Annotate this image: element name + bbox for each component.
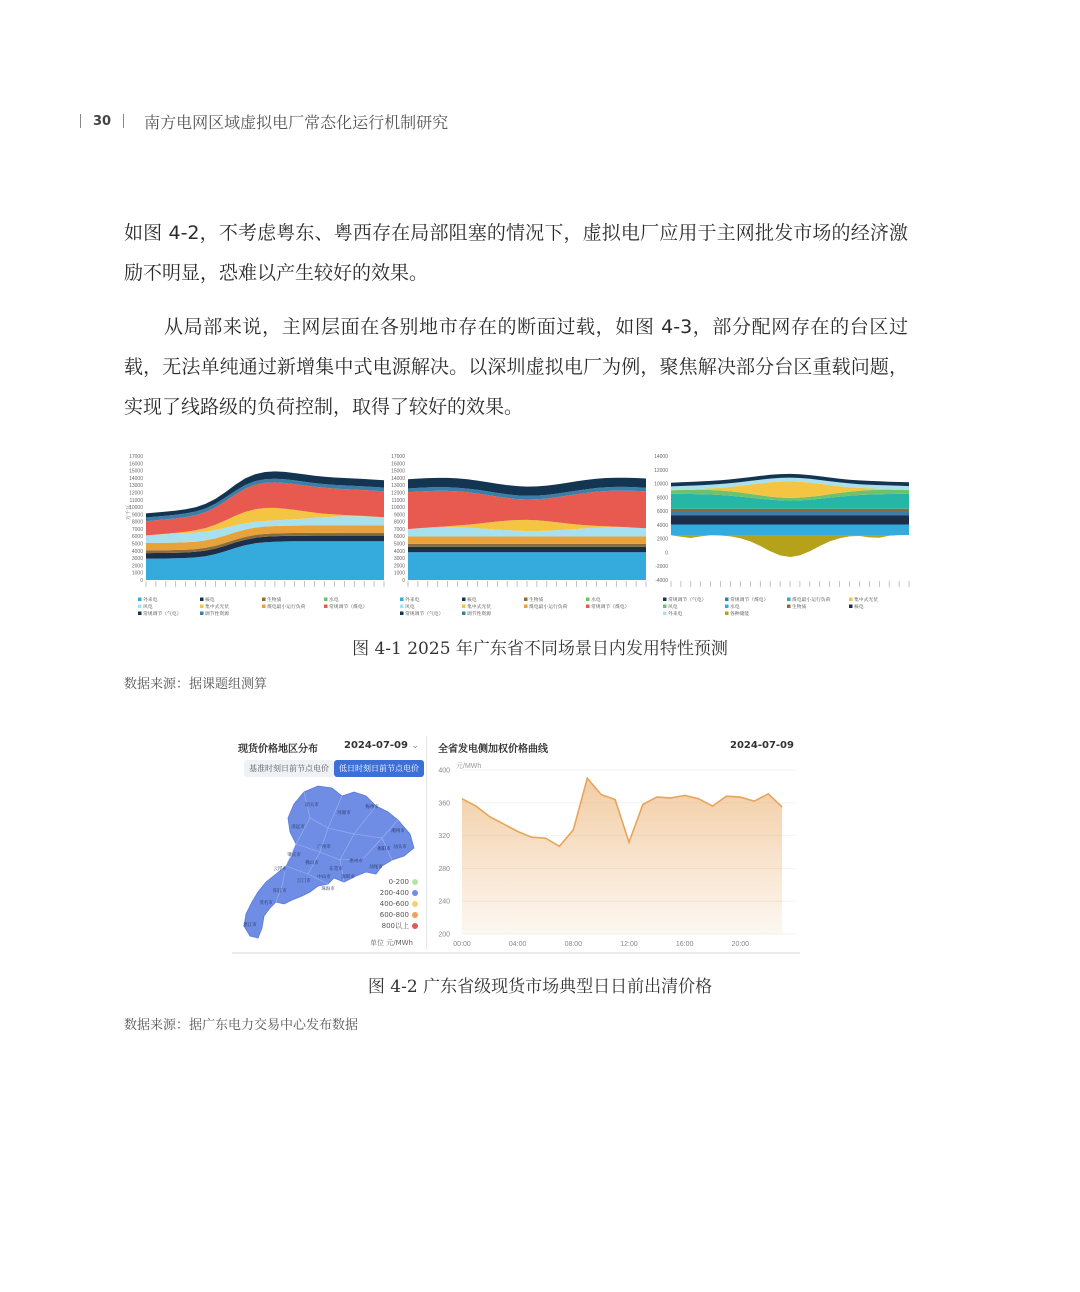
stacked-area-layer [408,552,646,580]
legend-swatch [200,598,204,602]
y-tick-label: 6000 [393,534,405,541]
y-tick-label: 8000 [131,519,143,526]
y-tick-label: 14000 [391,475,405,482]
y-tick-label: 2000 [656,536,668,543]
y-tick-label: 5000 [131,541,143,548]
y-tick-label: 12000 [654,467,668,474]
stacked-area-layer [671,509,909,511]
city-label: 肇庆市 [287,852,301,857]
map-legend-dot [412,923,418,929]
y-tick-label: 240 [438,898,450,906]
city-label: 清远市 [291,824,305,829]
legend-swatch [524,605,528,609]
legend-swatch [200,605,204,609]
y-axis-unit: 元/MWh [456,763,482,770]
y-tick-label: 1000 [393,570,405,577]
y-tick-label: 14000 [129,475,143,482]
y-tick-label: 16000 [129,461,143,468]
y-tick-label: 3000 [393,556,405,563]
legend-swatch [849,605,853,609]
city-label: 湛江市 [243,922,257,927]
map-date-value: 2024-07-09 [344,740,408,751]
legend-swatch [725,605,729,609]
city-label: 韶关市 [305,802,319,807]
map-legend-item [378,920,418,931]
y-tick-label: 17000 [391,454,405,460]
figure-4-1-panel-2 [391,454,646,617]
legend-label: 煤电最小运行负荷 [792,598,831,603]
city-label: 茂名市 [259,900,273,905]
legend-swatch [138,598,142,602]
stacked-area-layer [671,511,909,516]
city-label: 揭阳市 [377,846,391,851]
y-tick-label: 320 [438,833,450,841]
y-tick-label: 1000 [131,570,143,577]
y-axis-label: 万千瓦 [126,504,132,520]
y-tick-label: 12000 [129,490,143,497]
legend-label: 常规调节（煤电） [591,605,630,610]
city-label: 深圳市 [341,874,355,879]
map-legend [378,876,418,931]
legend-label: 调节性资源 [205,612,229,617]
y-tick-label: 8000 [393,519,405,526]
x-tick-label: 04:00 [508,941,527,948]
price-chart [428,758,800,950]
legend-label: 常规调节（气电） [668,598,707,603]
city-label: 佛山市 [305,860,319,865]
map-legend-dot [412,912,418,918]
legend-label: 外来电 [668,612,683,617]
legend-swatch [138,605,142,609]
map-unit: 单位 元/MWh [370,939,413,947]
legend-label: 外来电 [405,598,420,603]
y-tick-label: 13000 [129,483,143,490]
city-label: 阳江市 [273,888,287,893]
y-tick-label: 15000 [391,468,405,475]
legend-swatch [262,598,266,602]
y-tick-label: -4000 [655,578,668,584]
legend-swatch [462,598,466,602]
figure-4-1 [124,450,912,625]
y-tick-label: 12000 [391,490,405,497]
city-label: 惠州市 [349,858,363,863]
legend-label: 核电 [854,605,864,610]
y-tick-label: 10000 [654,481,668,488]
city-label: 梅州市 [365,804,379,809]
tab-realtime-price[interactable]: 基准时刻日前节点电价 [244,760,334,777]
map-date-select[interactable] [344,740,419,751]
city-label: 珠海市 [321,886,335,891]
legend-swatch [849,598,853,602]
header-divider [80,114,81,128]
y-tick-label: 10000 [129,505,143,512]
y-tick-label: 5000 [393,541,405,548]
y-tick-label: 2000 [393,563,405,570]
legend-label: 核电 [467,598,477,603]
x-tick-label: 16:00 [675,941,694,948]
city-label: 汕尾市 [369,864,383,869]
legend-label: 水电 [591,598,601,603]
y-tick-label: 16000 [391,461,405,468]
legend-label: 煤电最小运行负荷 [267,605,306,610]
y-tick-label: 13000 [391,483,405,490]
legend-label: 常规调节（气电） [143,612,182,617]
y-tick-label: 6000 [131,534,143,541]
legend-label: 生物质 [529,598,544,603]
legend-label: 外来电 [143,598,158,603]
legend-label: 各种储能 [730,612,750,617]
city-label: 广州市 [317,844,331,849]
city-label: 中山市 [317,874,331,879]
stacked-area-layer [408,547,646,553]
legend-label: 集中式光伏 [854,598,878,603]
legend-label: 水电 [730,605,740,610]
legend-swatch [663,612,667,616]
chevron-down-icon: ⌄ [411,741,419,751]
map-legend-dot [412,890,418,896]
storage-area [671,535,909,557]
legend-label: 风电 [405,605,415,610]
legend-label: 常规调节（气电） [405,612,444,617]
city-label: 云浮市 [273,866,287,871]
x-tick-label: 12:00 [620,941,638,948]
y-tick-label: -2000 [655,564,668,571]
y-tick-label: 17000 [129,454,143,460]
legend-swatch [200,612,204,616]
legend-swatch [462,605,466,609]
map-legend-label: 400-600 [379,899,409,908]
figure-4-2 [232,730,800,956]
y-tick-label: 10000 [391,505,405,512]
running-title: 南方电网区域虚拟电厂常态化运行机制研究 [144,112,449,132]
figure-4-2-caption: 图 4-2 广东省级现货市场典型日日前出清价格 [367,977,713,997]
legend-label: 风电 [668,605,678,610]
y-tick-label: 0 [402,578,405,584]
city-label: 东莞市 [329,866,343,871]
legend-swatch [400,612,404,616]
map-legend-label: 0-200 [388,877,409,886]
header-divider [123,114,124,128]
y-tick-label: 4000 [656,522,668,529]
map-legend-item [378,898,418,909]
figure-4-1-panel-1 [125,454,384,617]
legend-label: 调节性资源 [467,612,491,617]
legend-label: 集中式光伏 [205,605,229,610]
figure-4-2-source: 数据来源：据广东电力交易中心发布数据 [124,1018,359,1033]
legend-label: 水电 [329,598,339,603]
legend-label: 风电 [143,605,153,610]
legend-label: 常规调节（煤电） [730,598,769,603]
city-label: 河源市 [337,810,351,815]
legend-swatch [586,605,590,609]
figure-4-1-caption: 图 4-1 2025 年广东省不同场景日内发用特性预测 [352,639,728,659]
map-legend-label: 800以上 [381,921,409,930]
map-legend-item [378,876,418,887]
legend-swatch [324,605,328,609]
map-legend-dot [412,879,418,885]
y-tick-label: 4000 [131,548,143,555]
legend-label: 生物质 [792,605,807,610]
legend-swatch [725,598,729,602]
map-panel-title: 现货价格地区分布 [238,744,318,755]
legend-swatch [138,612,142,616]
stacked-area-layer [408,537,646,544]
y-tick-label: 11000 [391,497,405,504]
y-tick-label: 7000 [131,526,143,533]
x-tick-label: 00:00 [453,941,471,948]
price-chart-date: 2024-07-09 [730,740,794,751]
map-legend-label: 200-400 [379,888,409,897]
legend-swatch [787,598,791,602]
y-tick-label: 4000 [393,548,405,555]
legend-swatch [400,598,404,602]
legend-label: 集中式光伏 [467,605,491,610]
y-tick-label: 7000 [393,526,405,533]
legend-swatch [462,612,466,616]
figure-4-1-panel-3 [654,454,909,617]
y-tick-label: 14000 [654,454,668,460]
legend-label: 生物质 [267,598,282,603]
map-legend-item [378,887,418,898]
panel-divider [426,736,427,950]
running-header [80,110,448,132]
x-tick-label: 08:00 [564,941,583,948]
legend-swatch [663,605,667,609]
legend-swatch [324,598,328,602]
page-number: 30 [93,113,112,129]
legend-swatch [663,598,667,602]
y-tick-label: 11000 [129,497,143,504]
y-tick-label: 280 [438,865,450,873]
y-tick-label: 15000 [129,468,143,475]
y-tick-label: 400 [438,767,450,775]
y-tick-label: 200 [438,931,450,939]
tab-dayahead-price[interactable]: 低日时刻日前节点电价 [334,760,424,777]
price-area [462,778,782,934]
legend-swatch [400,605,404,609]
y-tick-label: 360 [438,800,450,808]
map-legend-dot [412,901,418,907]
legend-swatch [725,612,729,616]
legend-label: 核电 [205,598,215,603]
y-tick-label: 9000 [131,512,143,519]
price-chart-title: 全省发电侧加权价格曲线 [438,744,548,755]
stacked-area-layer [671,516,909,525]
city-label: 潮州市 [391,828,405,833]
city-label: 汕头市 [393,844,407,849]
stacked-area-layer [671,525,909,536]
legend-swatch [524,598,528,602]
legend-swatch [787,605,791,609]
y-tick-label: 0 [665,550,668,557]
stacked-area-layer [408,544,646,547]
legend-swatch [586,598,590,602]
map-legend-label: 600-800 [379,910,409,919]
y-tick-label: 9000 [393,512,405,519]
y-tick-label: 6000 [656,509,668,516]
body-paragraph-1: 如图 4-2，不考虑粤东、粤西存在局部阻塞的情况下，虚拟电厂应用于主网批发市场的经济激励不明显，恐难以产生较好的效果。 [124,222,908,284]
figure-bottom-rule [232,952,800,954]
y-tick-label: 3000 [131,556,143,563]
figure-4-1-source: 数据来源：据课题组测算 [124,677,268,692]
x-tick-label: 20:00 [731,941,750,948]
body-paragraph-2: 从局部来说，主网层面在各别地市存在的断面过载，如图 4-3，部分配网存在的台区过载，无法单纯通过新增集中式电源解决。以深圳虚拟电厂为例，聚焦解决部分台区重载问题，实现了线路级的负荷控制，取得了较好的效果。 [124,316,908,418]
city-label: 江门市 [297,878,311,883]
legend-swatch [262,605,266,609]
legend-label: 煤电最小运行负荷 [529,605,568,610]
y-tick-label: 8000 [656,495,668,502]
map-legend-item [378,909,418,920]
y-tick-label: 0 [140,578,143,584]
y-tick-label: 2000 [131,563,143,570]
legend-label: 常规调节（煤电） [329,605,368,610]
